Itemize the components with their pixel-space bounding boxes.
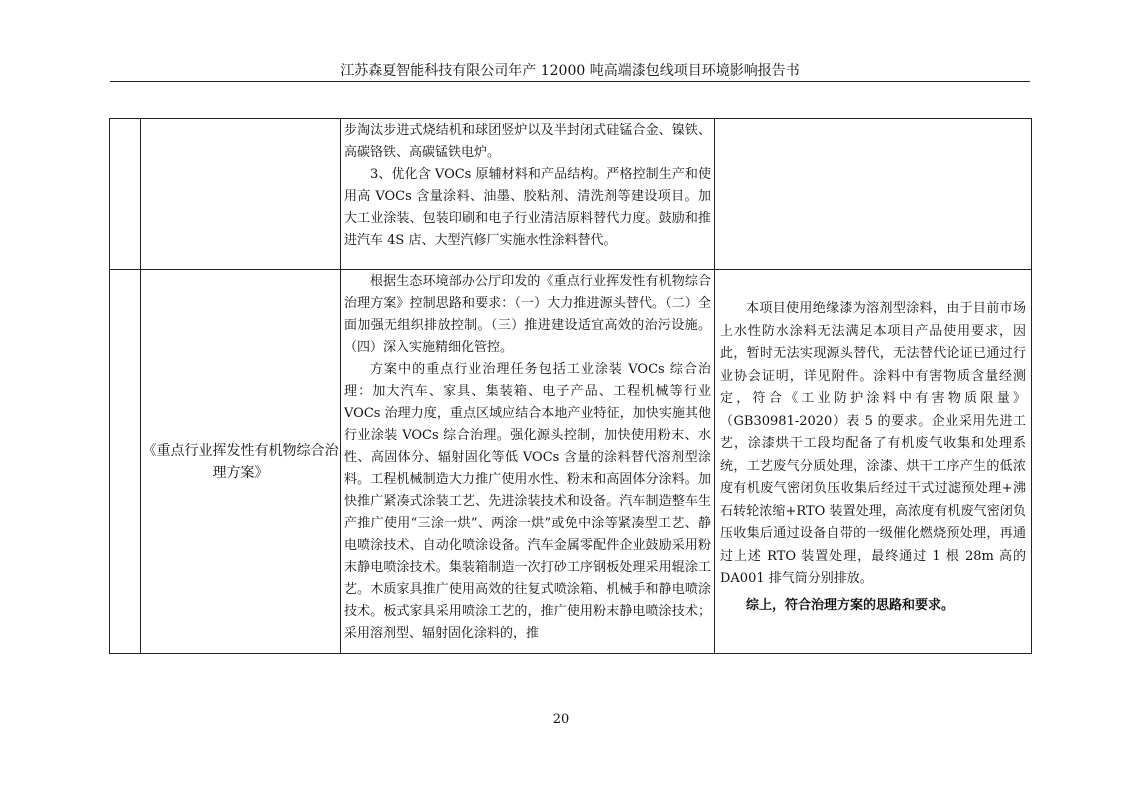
requirement-paragraph: 方案中的重点行业治理任务包括工业涂装 VOCs 综合治理：加大汽车、家具、集装箱、电子产品、工程机械等行业 VOCs 治理力度，重点区域应结合本地产业特征，加快实施其他行业涂装 VOCs 综合治理。强化源头控制，加快使用粉末、水性、高固体分、辐射固化等低 VOCs 含量的涂料替代溶剂型涂料。工程机械制造大力推广使用水性、粉末和高固体分涂料。加快推广紧凑式涂装工艺、先进涂装技术和设备。汽车制造整车生产推广使用“三涂一烘”、两涂一烘”或免中涂等紧凑型工艺、静电喷涂技术、自动化喷涂设备。汽车金属零配件企业鼓励采用粉末静电喷涂技术。集装箱制造一次打砂工序钢板处理采用辊涂工艺。木质家具推广使用高效的往复式喷涂箱、机械手和静电喷涂技术。板式家具采用喷涂工艺的，推广使用粉末静电喷涂技术；采用溶剂型、辐射固化涂料的，推: [344, 362, 711, 641]
assessment-cell: [715, 119, 1032, 270]
policy-name-cell: [141, 119, 341, 270]
assessment-paragraph: 本项目使用绝缘漆为溶剂型涂料，由于目前市场上水性防水涂料无法满足本项目产品使用要求，因此，暂时无法实现源头替代，无法替代论证已通过行业协会证明，详见附件。涂料中有害物质含量经测定，符合《工业防护涂料中有害物质限量》（GB30981-2020）表 5 的要求。企业采用先进工艺，涂漆烘干工段均配备了有机废气收集和处理系统，工艺废气分质处理，涂漆、烘干工序产生的低浓度有机废气密闭负压收集后经过干式过滤预处理+沸石转轮浓缩+RTO 装置处理，高浓度有机废气密闭负压收集后通过设备自带的一级催化燃烧预处理，再通过上述 RTO 装置处理，最终通过 1 根 28m 高的 DA001 排气筒分别排放。: [720, 301, 1026, 586]
assessment-cell: [715, 270, 1032, 654]
requirement-paragraph: 根据生态环境部办公厅印发的《重点行业挥发性有机物综合治理方案》控制思路和要求：（一）大力推进源头替代。（二）全面加强无组织排放控制。（三）推进建设适宜高效的治污设施。（四）深入实施精细化管控。: [344, 274, 711, 355]
requirements-cell: [341, 119, 715, 270]
row-index-cell: [110, 270, 141, 654]
requirements-cell: [341, 270, 715, 654]
page-header-title: 江苏森夏智能科技有限公司年产 12000 吨高端漆包线项目环境影响报告书: [340, 63, 800, 79]
table-row: [110, 270, 1032, 654]
policy-compliance-table: [109, 118, 1032, 654]
policy-name-cell: [141, 270, 341, 654]
requirement-paragraph: 步淘汰步进式烧结机和球团竖炉以及半封闭式硅锰合金、镍铁、高碳铬铁、高碳锰铁电炉。: [344, 123, 711, 160]
table-row: [110, 119, 1032, 270]
header-divider: [110, 81, 1030, 82]
row-index-cell: [110, 119, 141, 270]
page-number: 20: [552, 712, 570, 727]
conclusion-text: 综上，符合治理方案的思路和要求。: [746, 597, 955, 613]
policy-name: 《重点行业挥发性有机物综合治理方案》: [142, 443, 339, 481]
requirement-paragraph: 3、优化含 VOCs 原辅材料和产品结构。严格控制生产和使用高 VOCs 含量涂料、油墨、胶粘剂、清洗剂等建设项目。加大工业涂装、包装印刷和电子行业清洁原料替代力度。鼓励和推进汽车 4S 店、大型汽修厂实施水性涂料替代。: [344, 167, 711, 248]
